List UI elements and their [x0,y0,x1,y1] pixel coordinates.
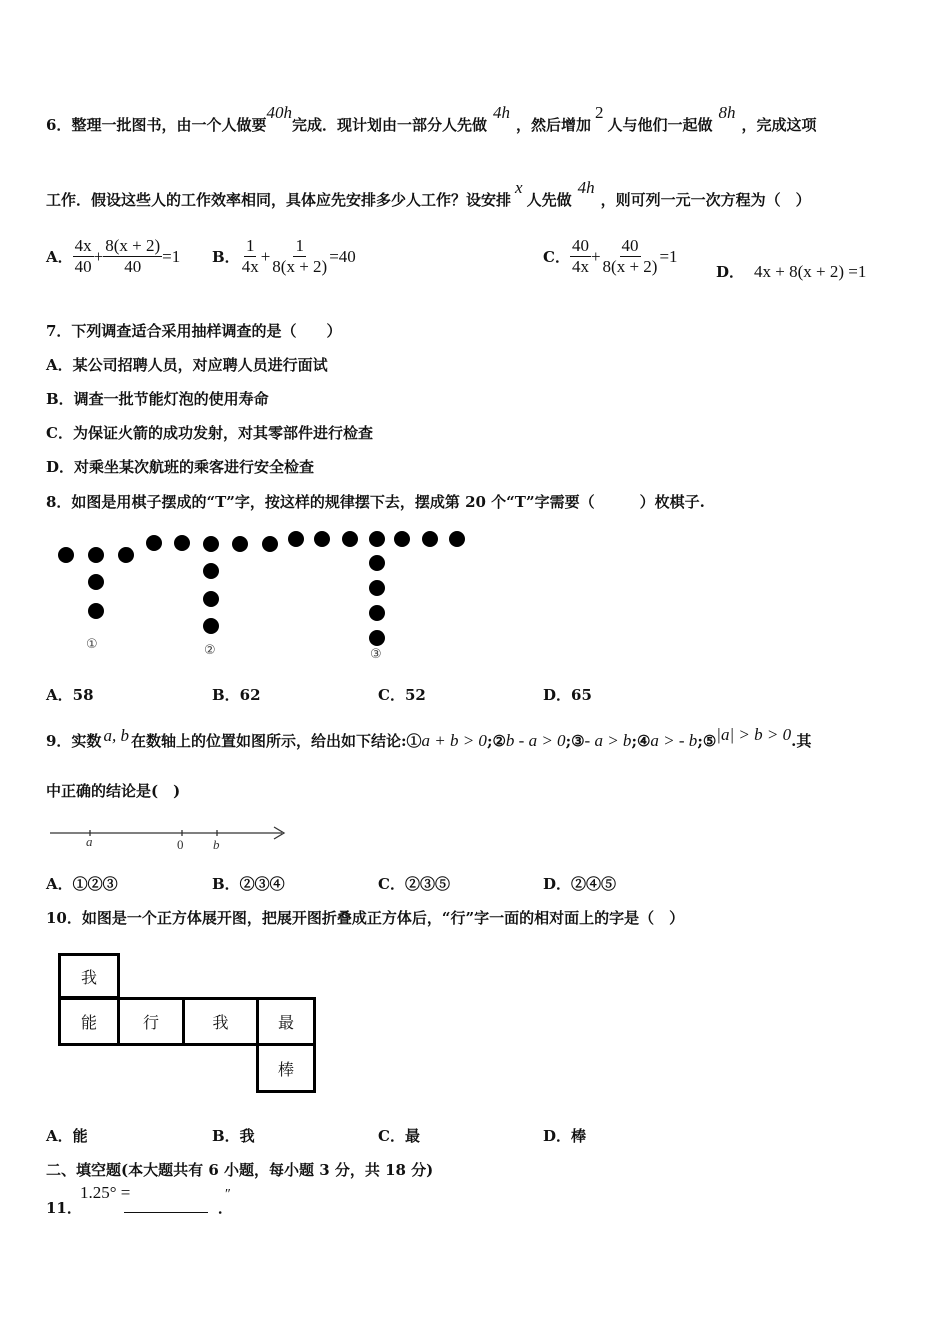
chess-piece [88,574,104,590]
operator: + [590,246,601,266]
q10-option-a[interactable]: A．能 [46,1127,88,1145]
chess-piece [369,555,385,571]
q6-math: 2 [594,103,604,122]
q11-unit-symbol: ″ [225,1187,231,1202]
q9-math: |a| > b > 0 [716,725,792,744]
q8-option-b[interactable]: B．62 [212,686,261,704]
q10-stem: 10．如图是一个正方体展开图，把展开图折叠成正方体后，“行”字一面的相对面上的字是（ ） [46,909,685,927]
chess-piece [174,535,190,551]
q9-option-b[interactable]: B．②③④ [212,875,285,893]
chess-piece [58,547,74,563]
q7-option-a[interactable]: A．某公司招聘人员，对应聘人员进行面试 [46,356,328,374]
q9-math: b - a > 0 [505,731,566,750]
chess-piece [203,536,219,552]
fraction [73,236,94,277]
q6-math: x [515,178,523,197]
numerator: 8(x + 2) [105,236,161,255]
q9-math: a + b > 0 [421,731,487,750]
denominator: 40 [74,257,92,276]
numerator: 40 [621,236,639,255]
q11-number: 11． [46,1199,82,1217]
chess-piece [314,531,330,547]
fraction [570,236,591,277]
figure-label-1: ① [86,637,98,652]
rhs: =1 [162,246,181,266]
operator: + [260,246,271,266]
denominator: 8(x + 2) [272,257,328,276]
option-label: D． [716,263,745,281]
q9-text: .其 [791,732,812,750]
chess-piece [203,591,219,607]
figure-label-3: ③ [370,647,382,662]
q9-text: ;③ [565,732,585,750]
chess-piece [262,536,278,552]
q7-option-b[interactable]: B．调查一批节能灯泡的使用寿命 [46,390,269,408]
chess-piece [118,547,134,563]
chess-piece [342,531,358,547]
q6-text: 人先做 [526,191,572,209]
option-expr: 4x + 8(x + 2) =1 [754,262,867,281]
numerator: 1 [295,236,304,255]
denominator: 4x [241,257,259,276]
q6-number: 6． [46,116,72,134]
axis-label-b: b [213,837,220,852]
fraction [103,236,162,277]
numerator: 4x [74,236,92,255]
fraction [270,236,329,277]
cube-face: 能 [58,997,120,1046]
q9-text: ;② [486,732,506,750]
numerator: 1 [245,236,255,255]
q6-option-a[interactable] [46,236,180,277]
operator: + [93,246,104,266]
q8-option-d[interactable]: D．65 [543,686,592,704]
cube-face: 我 [58,953,120,999]
q6-math: 4h [492,103,510,122]
q6-math: 40h [266,103,292,122]
option-label: B． [212,248,240,266]
numerator: 40 [571,236,589,255]
q9-text: ;⑤ [697,732,717,750]
chess-piece [146,535,162,551]
q6-option-d[interactable] [716,261,866,282]
q9-math: - a > b [584,731,632,750]
axis-label-zero: 0 [177,837,184,852]
chess-piece [88,547,104,563]
q6-option-b[interactable] [212,236,356,277]
rhs: =1 [659,246,678,266]
q9-text: 9．实数 [46,732,102,750]
q11-line [46,1197,233,1218]
q6-text: 工作．假设这些人的工作效率相同，具体应先安排多少人工作？设安排 [46,191,512,209]
q9-math: a > - b [650,731,698,750]
q6-text: ，则可列一元一次方程为（ ） [600,191,811,209]
q6-text: ，然后增加 [515,116,591,134]
option-label: A． [46,248,73,266]
q8-option-a[interactable]: A．58 [46,686,94,704]
q6-math: 8h [718,103,736,122]
q11-end: ． [217,1199,233,1217]
q8-option-c[interactable]: C．52 [378,686,426,704]
q10-option-c[interactable]: C．最 [378,1127,420,1145]
q9-text: ;④ [631,732,651,750]
chess-piece [88,603,104,619]
q9-option-d[interactable]: D．②④⑤ [543,875,617,893]
chess-piece [369,605,385,621]
fraction [601,236,660,277]
rhs: =40 [329,246,356,266]
cube-face: 棒 [256,1043,316,1093]
q7-option-c[interactable]: C．为保证火箭的成功发射，对其零部件进行检查 [46,424,373,442]
q9-option-c[interactable]: C．②③⑤ [378,875,450,893]
q7-stem: 7．下列调查适合采用抽样调查的是（ ） [46,322,342,340]
cube-face: 最 [256,997,316,1046]
chess-piece [232,536,248,552]
q6-option-c[interactable] [543,236,678,277]
q9-option-a[interactable]: A．①②③ [46,875,118,893]
chess-piece [369,580,385,596]
q6-text: 整理一批图书，由一个人做要 [71,116,267,134]
q10-option-b[interactable]: B．我 [212,1127,255,1145]
cube-face: 行 [117,997,185,1046]
q6-text: 人与他们一起做 [607,116,713,134]
q6-text: 完成．现计划由一部分人先做 [291,116,487,134]
chess-piece [203,563,219,579]
axis-label-a: a [86,834,93,849]
q6-text: ，完成这项 [741,116,817,134]
q9-line1 [46,725,812,751]
q7-option-d[interactable]: D．对乘坐某次航班的乘客进行安全检查 [46,458,315,476]
chess-piece [203,618,219,634]
fraction [240,236,261,277]
chess-piece [422,531,438,547]
q8-stem: 8．如图是用棋子摆成的“T”字，按这样的规律摆下去，摆成第 20 个“T”字需要（ ）枚棋子. [46,493,705,511]
chess-piece [369,531,385,547]
number-line [46,822,296,854]
cube-face: 我 [182,997,259,1046]
q6-line2 [46,178,811,210]
chess-piece [394,531,410,547]
q9-line2: 中正确的结论是( ) [46,782,181,800]
q10-option-d[interactable]: D．棒 [543,1127,587,1145]
q6-line1 [46,103,817,135]
q11-math: 1.25° = [80,1183,131,1202]
option-label: C． [543,248,570,266]
chess-piece [369,630,385,646]
chess-piece [288,531,304,547]
section-heading: 二、填空题(本大题共有 6 小题，每小题 3 分，共 18 分) [46,1161,434,1179]
q9-math: a, b [103,726,129,745]
q6-math: 4h [577,178,595,197]
figure-label-2: ② [204,643,216,658]
denominator: 40 [124,257,142,276]
q11-answer-blank[interactable] [124,1198,208,1213]
chess-piece [449,531,465,547]
denominator: 4x [571,257,589,276]
q9-text: 在数轴上的位置如图所示，给出如下结论:① [130,732,422,750]
denominator: 8(x + 2) [602,257,658,276]
